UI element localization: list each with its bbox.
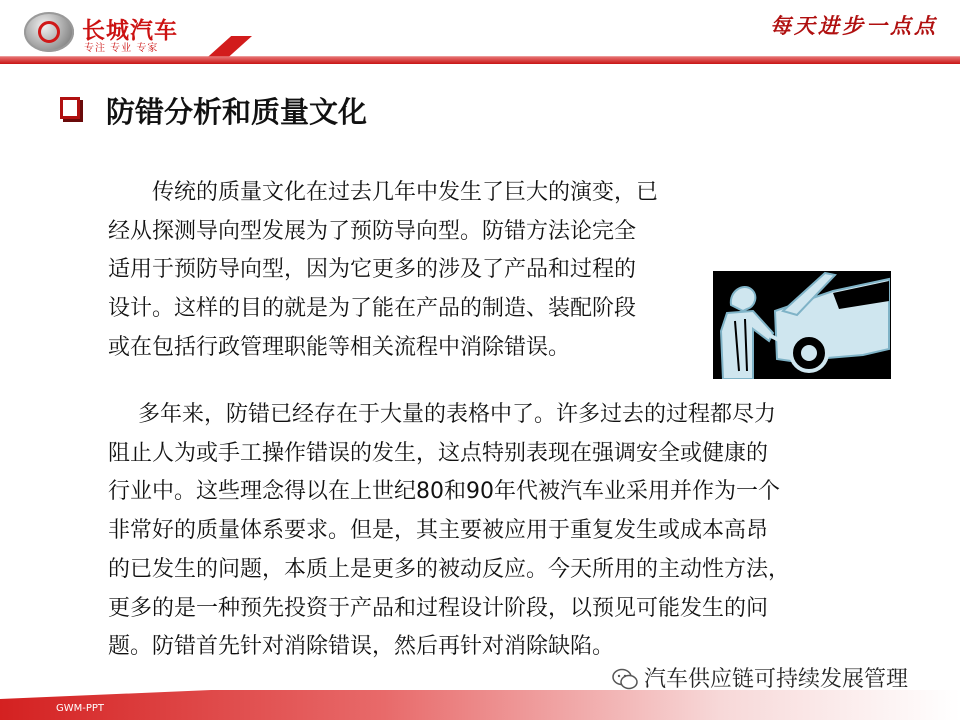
paragraph-2	[108, 396, 868, 667]
paragraph-line: 多年来，防错已经存在于大量的表格中了。许多过去的过程都尽力	[138, 402, 777, 427]
watermark	[612, 662, 908, 694]
paragraph-line: 题。防错首先针对消除错误，然后再针对消除缺陷。	[108, 634, 615, 660]
watermark-text: 汽车供应链可持续发展管理	[644, 667, 909, 692]
brand-logo	[24, 10, 224, 56]
paragraph-line: 非常好的质量体系要求。但是，其主要被应用于重复发生或成本高昂	[108, 518, 769, 544]
paragraph-line: 更多的是一种预先投资于产品和过程设计阶段，以预见可能发生的问	[108, 595, 769, 621]
paragraph-1	[108, 174, 708, 368]
mechanic-illustration	[713, 271, 891, 379]
slide-title: 防错分析和质量文化	[106, 95, 368, 129]
paragraph-line: 经从探测导向型发展为了预防导向型。防错方法论完全	[108, 218, 637, 244]
paragraph-line: 的已发生的问题，本质上是更多的被动反应。今天所用的主动性方法，	[108, 556, 791, 582]
paragraph-line: 行业中。这些理念得以在上世纪80和90年代被汽车业采用并作为一个	[108, 479, 780, 505]
paragraph-line: 阻止人为或手工操作错误的发生，这点特别表现在强调安全或健康的	[108, 440, 769, 466]
paragraph-line: 传统的质量文化在过去几年中发生了巨大的演变，已	[152, 180, 659, 205]
brand-emblem-icon	[24, 12, 74, 52]
brand-name: 长城汽车	[82, 18, 178, 44]
title-bullet-icon	[60, 97, 80, 119]
paragraph-line: 设计。这样的目的就是为了能在产品的制造、装配阶段	[108, 296, 637, 322]
paragraph-line: 适用于预防导向型，因为它更多的涉及了产品和过程的	[108, 257, 637, 283]
slide-footer	[0, 690, 960, 720]
wechat-icon	[612, 668, 638, 690]
mechanic-car-clipart-icon	[713, 271, 891, 379]
footer-label: GWM-PPT	[56, 703, 105, 714]
paragraph-line: 或在包括行政管理职能等相关流程中消除错误。	[108, 334, 571, 360]
brand-tagline: 专注 专业 专家	[84, 43, 159, 54]
header-slogan: 每天进步一点点	[770, 13, 938, 38]
footer-band	[0, 690, 960, 720]
slide-header	[0, 0, 960, 64]
